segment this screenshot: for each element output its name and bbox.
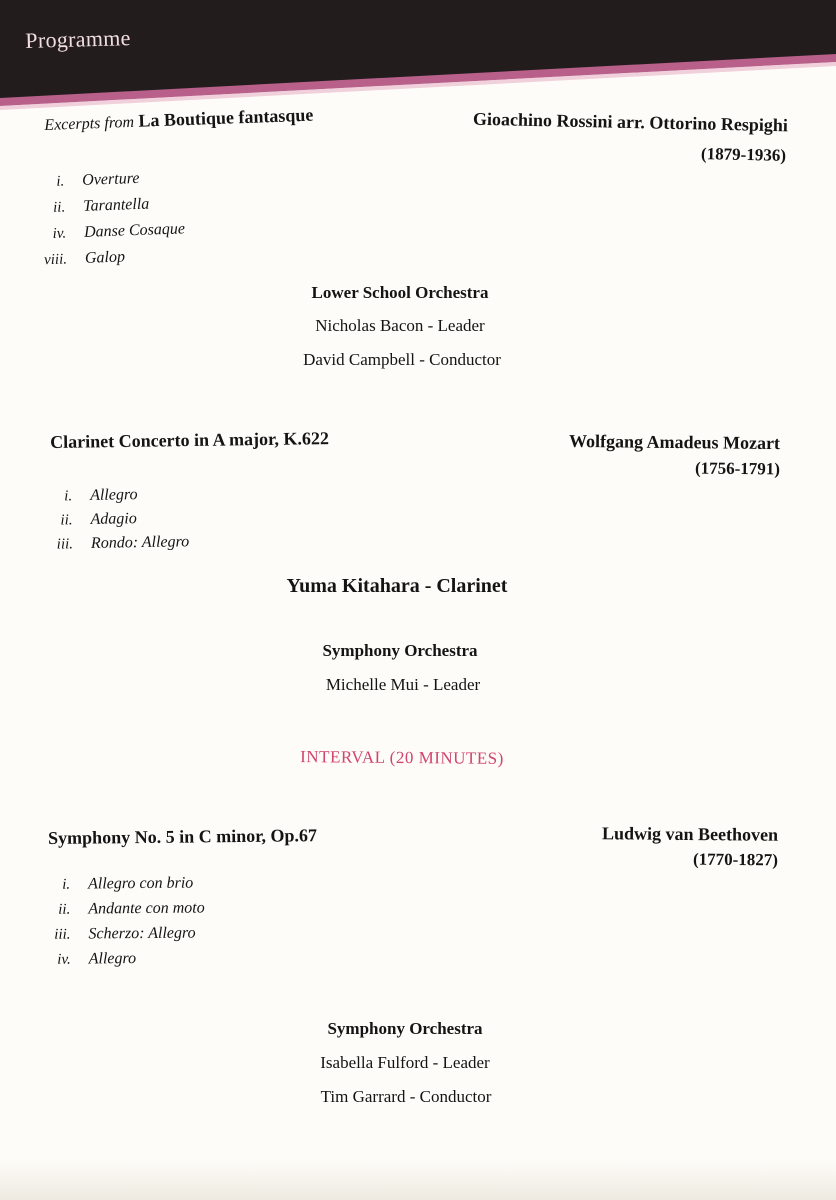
movement-name: Rondo: Allegro — [90, 533, 190, 552]
work-title-1 — [44, 105, 314, 135]
movement-name: Andante con moto — [88, 899, 205, 918]
header-title: Programme — [25, 25, 132, 53]
movement-number: iv. — [57, 951, 71, 968]
movement-item — [25, 246, 187, 278]
dates-2: (1756-1791) — [694, 458, 781, 479]
ensemble-1: Lower School Orchestra — [311, 283, 489, 302]
movement-list-2 — [30, 485, 189, 560]
work-title-3: Symphony No. 5 in C minor, Op.67 — [48, 825, 318, 848]
movement-number: ii. — [58, 901, 71, 918]
movement-list-1 — [22, 168, 186, 278]
movement-number: iv. — [52, 225, 67, 242]
dates-3: (1770-1827) — [692, 849, 779, 870]
movement-name: Allegro — [89, 486, 138, 504]
credit-line: Nicholas Bacon - Leader — [315, 316, 485, 335]
movement-name: Galop — [84, 248, 126, 267]
movement-name: Scherzo: Allegro — [88, 924, 196, 943]
movement-item — [28, 874, 205, 901]
work-prefix: Excerpts from — [44, 113, 135, 134]
credit-line: Isabella Fulford - Leader — [320, 1053, 490, 1072]
movement-name: Adagio — [90, 510, 137, 528]
movement-item — [30, 485, 189, 512]
movement-name: Overture — [81, 169, 140, 189]
movement-item — [29, 949, 206, 976]
movement-item — [28, 899, 205, 926]
soloist: Yuma Kitahara - Clarinet — [286, 575, 508, 597]
movement-number: ii. — [60, 512, 73, 529]
work-title-2: Clarinet Concerto in A major, K.622 — [50, 428, 330, 452]
movement-item — [28, 924, 205, 951]
movement-name: Danse Cosaque — [83, 220, 186, 241]
composer-2: Wolfgang Amadeus Mozart — [568, 430, 781, 454]
movement-item — [30, 509, 189, 536]
movement-name: Allegro con brio — [87, 874, 194, 893]
composer-1: Gioachino Rossini arr. Ottorino Respighi — [472, 108, 789, 136]
credit-line: Michelle Mui - Leader — [325, 675, 481, 694]
movement-list-3 — [28, 874, 205, 976]
movement-item — [31, 533, 190, 560]
composer-3: Ludwig van Beethoven — [601, 823, 779, 845]
page-shadow — [0, 1160, 836, 1200]
movement-name: Allegro — [88, 950, 137, 968]
movement-number: iii. — [56, 536, 74, 553]
movement-number: i. — [64, 488, 73, 505]
credit-line: Tim Garrard - Conductor — [320, 1087, 492, 1106]
work-title-text: La Boutique fantasque — [138, 104, 314, 131]
credit-line: David Campbell - Conductor — [303, 350, 501, 369]
movement-number: ii. — [52, 199, 66, 216]
movement-number: iii. — [54, 926, 71, 943]
ensemble-3: Symphony Orchestra — [327, 1019, 483, 1038]
movement-number: i. — [62, 876, 71, 893]
movement-number: i. — [56, 173, 65, 190]
interval-notice: INTERVAL (20 MINUTES) — [300, 747, 504, 768]
movement-number: viii. — [43, 251, 68, 269]
dates-1: (1879-1936) — [700, 144, 787, 165]
movement-name: Tarantella — [82, 195, 150, 215]
ensemble-2: Symphony Orchestra — [322, 641, 478, 660]
